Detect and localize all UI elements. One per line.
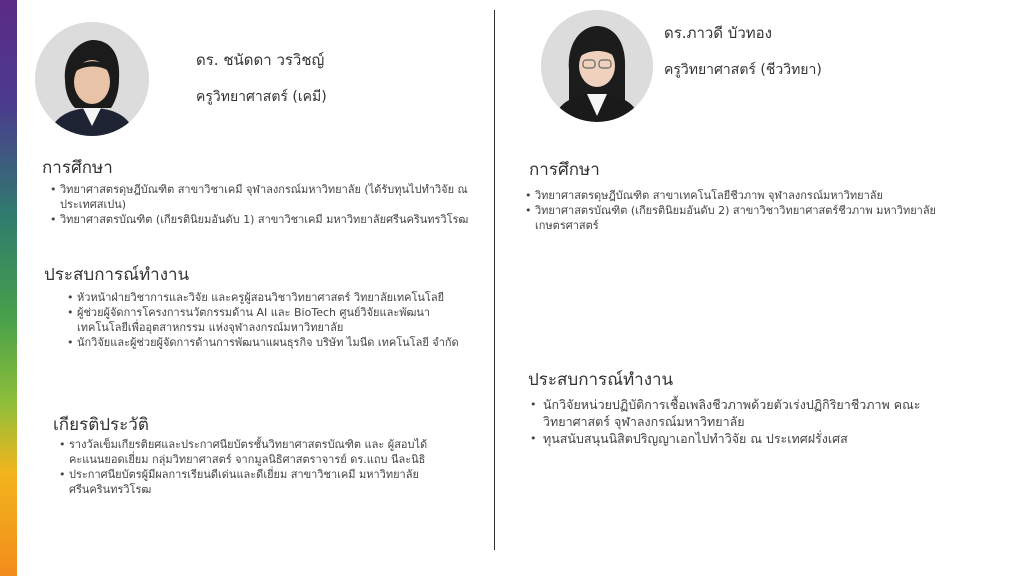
column-divider — [494, 10, 495, 550]
left-experience-list — [67, 290, 462, 350]
right-profile-name: ดร.ภาวดี บัวทอง — [664, 24, 772, 42]
list-item: • หัวหน้าฝ่ายวิชาการและวิจัย และครูผู้สอนวิชาวิทยาศาสตร์ วิทยาลัยเทคโนโลยี — [67, 290, 462, 305]
person-photo-icon — [541, 10, 653, 122]
list-item: • ทุนสนับสนุนนิสิตปริญญาเอกไปทำวิจัย ณ ประเทศฝรั่งเศส — [530, 430, 960, 447]
person-photo-icon — [35, 22, 149, 136]
right-experience-list — [530, 396, 960, 447]
list-item: • วิทยาศาสตรดุษฎีบัณฑิต สาขาเทคโนโลยีชีวภาพ จุฬาลงกรณ์มหาวิทยาลัย — [525, 188, 965, 203]
left-education-title: การศึกษา — [42, 158, 113, 178]
right-education-title: การศึกษา — [529, 160, 600, 180]
accent-color-bar — [0, 0, 17, 576]
list-item: • วิทยาศาสตรบัณฑิต (เกียรตินิยมอันดับ 1) สาขาวิชาเคมี มหาวิทยาลัยศรีนครินทรวิโรฒ — [50, 212, 490, 227]
list-item: • นักวิจัยและผู้ช่วยผู้จัดการด้านการพัฒนาแผนธุรกิจ บริษัท ไมนีด เทคโนโลยี จำกัด — [67, 335, 462, 350]
right-education-list — [525, 188, 965, 233]
left-experience-title: ประสบการณ์ทำงาน — [44, 265, 190, 285]
left-education-list — [50, 182, 490, 227]
list-item: • นักวิจัยหน่วยปฏิบัติการเชื้อเพลิงชีวภาพด้วยตัวเร่งปฏิกิริยาชีวภาพ คณะวิทยาศาสตร์ จุฬาลงกรณ์มหาวิทยาลัย — [530, 396, 960, 430]
left-profile-role: ครูวิทยาศาสตร์ (เคมี) — [196, 89, 327, 105]
left-honors-list — [59, 437, 454, 497]
list-item: • รางวัลเข็มเกียรติยศและประกาศนียบัตรชั้นวิทยาศาสตรบัณฑิต และ ผู้สอบได้คะแนนยอดเยี่ยม กลุ่มวิทยาศาสตร์ จากมูลนิธิศาสตราจารย์ ดร.แถบ นีละนิธิ — [59, 437, 454, 467]
left-profile-name: ดร. ชนัดดา วรวิชญ์ — [196, 51, 325, 69]
right-profile-role: ครูวิทยาศาสตร์ (ชีววิทยา) — [664, 62, 822, 78]
list-item: • ประกาศนียบัตรผู้มีผลการเรียนดีเด่นและดีเยี่ยม สาขาวิชาเคมี มหาวิทยาลัยศรีนครินทรวิโรฒ — [59, 467, 454, 497]
right-experience-title: ประสบการณ์ทำงาน — [528, 370, 674, 390]
left-honors-title: เกียรติประวัติ — [53, 415, 149, 435]
list-item: • ผู้ช่วยผู้จัดการโครงการนวัตกรรมด้าน AI และ BioTech ศูนย์วิจัยและพัฒนาเทคโนโลยีเพื่ออุตสาหกรรม แห่งจุฬาลงกรณ์มหาวิทยาลัย — [67, 305, 462, 335]
list-item: • วิทยาศาสตรดุษฎีบัณฑิต สาขาวิชาเคมี จุฬาลงกรณ์มหาวิทยาลัย (ได้รับทุนไปทำวิจัย ณ ประเทศสเปน) — [50, 182, 490, 212]
avatar-right — [541, 10, 653, 122]
list-item: • วิทยาศาสตรบัณฑิต (เกียรตินิยมอันดับ 2) สาขาวิชาวิทยาศาสตร์ชีวภาพ มหาวิทยาลัยเกษตรศาสตร์ — [525, 203, 965, 233]
avatar-left — [35, 22, 149, 136]
